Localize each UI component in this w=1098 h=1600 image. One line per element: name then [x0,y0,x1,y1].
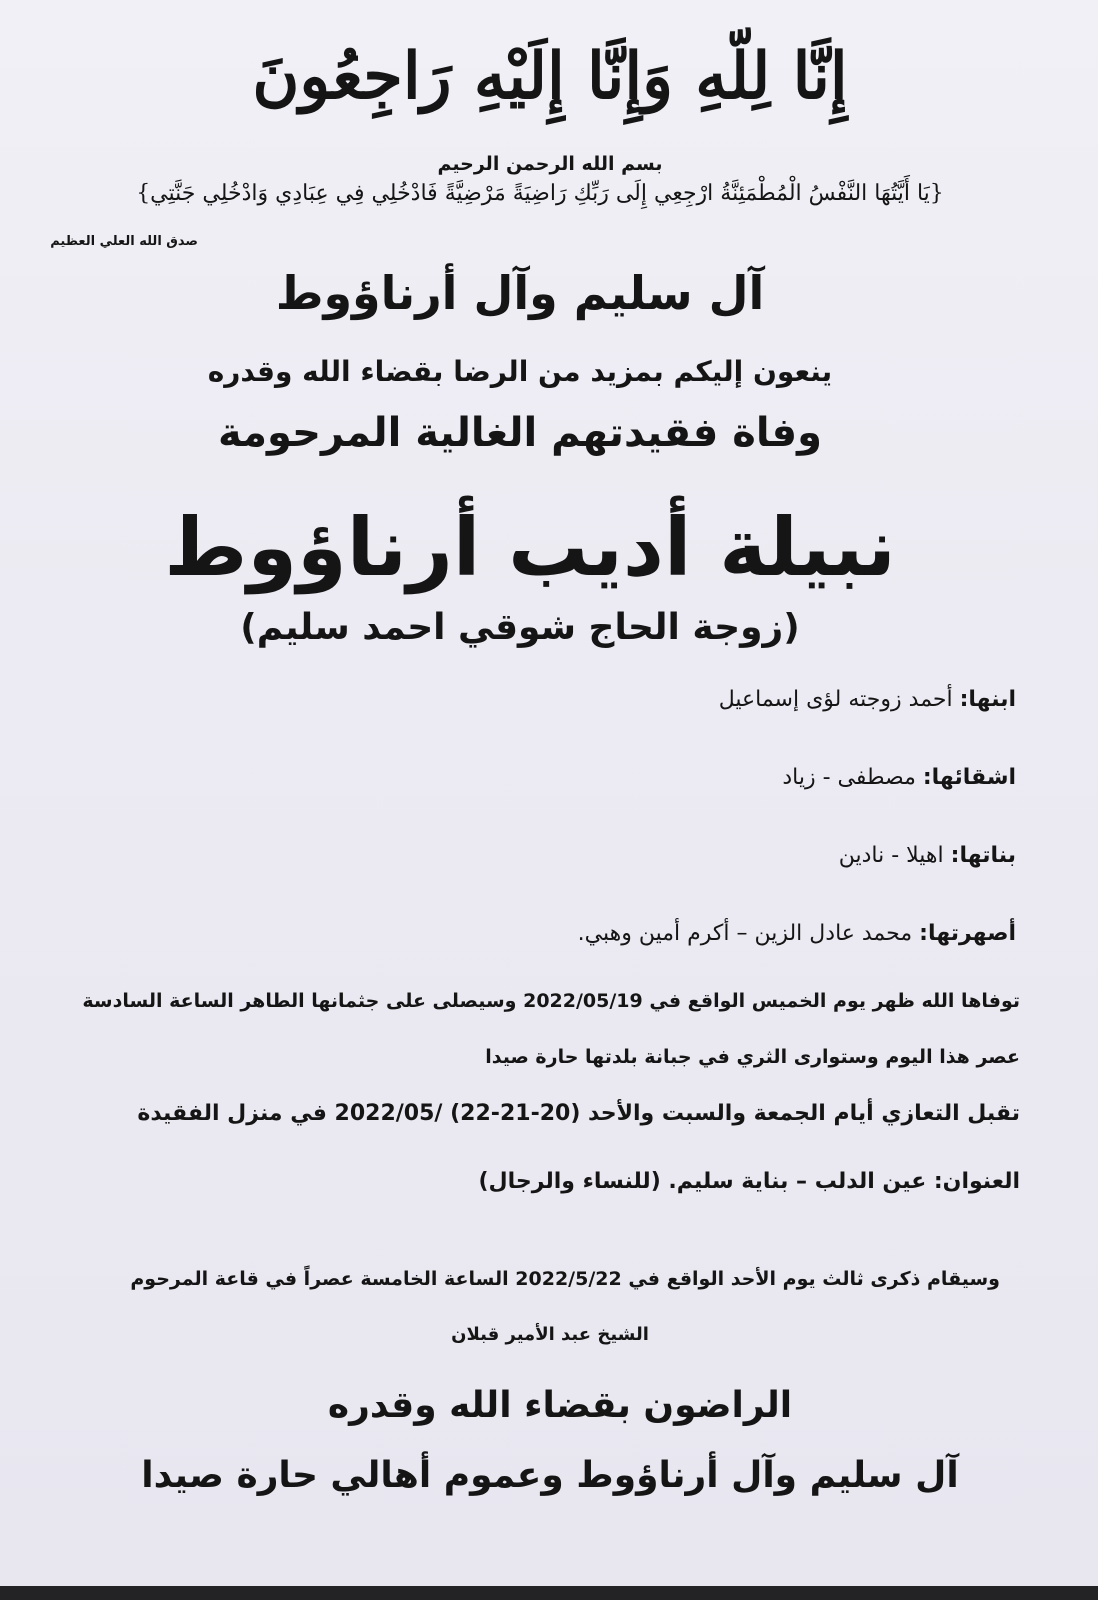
announcement-intro: ينعون إليكم بمزيد من الرضا بقضاء الله وقدره [207,355,833,388]
deceased-name: نبيلة أديب أرناؤوط [164,501,896,594]
basmala: بسم الله الرحمن الرحيم [437,153,663,175]
sadaq-line: صدق الله العلي العظيم [50,234,198,249]
inlaws-label: أصهرتها: [919,921,1016,946]
quran-verse: {يَا أَيَّتُهَا النَّفْسُ الْمُطْمَئِنَّةُ ارْجِعِي إِلَى رَبِّكِ رَاضِيَةً مَرْضِيَّةً فَادْخُلِي فِي عِبَادِي وَادْخُلِي جَنَّتِي} [136,181,944,206]
family-names-heading: آل سليم وآل أرناؤوط [275,266,765,320]
brothers-value: مصطفى - زياد [782,765,923,790]
son-value: أحمد زوجته لؤى إسماعيل [718,687,960,712]
relative-daughters [839,838,1016,874]
memorial-line-1: وسيقام ذكرى ثالث يوم الأحد الواقع في 2022/5/22 الساعة الخامسة عصراً في قاعة المرحوم [130,1268,1000,1290]
death-announcement: وفاة فقيدتهم الغالية المرحومة [218,410,822,456]
photo-bottom-edge [0,1586,1098,1600]
quran-title: إِنَّا لِلّهِ وَإِنَّا إِلَيْهِ رَاجِعُونَ [252,39,848,114]
death-details-line-2: عصر هذا اليوم وستوارى الثري في جبانة بلدتها حارة صيدا [485,1046,1020,1068]
daughters-value: اهيلا - نادين [838,843,951,868]
death-details-line-1: توفاها الله ظهر يوم الخميس الواقع في 2022/05/19 وسيصلى على جثمانها الطاهر الساعة السادسة [82,990,1020,1012]
relative-son [719,682,1016,718]
closing-line-1: الراضون بقضاء الله وقدره [327,1385,793,1426]
address-line: العنوان: عين الدلب – بناية سليم. (للنساء والرجال) [478,1169,1020,1194]
relative-inlaws [578,916,1016,952]
closing-line-2: آل سليم وآل أرناؤوط وعموم أهالي حارة صيدا [141,1455,959,1496]
daughters-label: بناتها: [950,843,1016,868]
memorial-line-2: الشيخ عبد الأمير قبلان [451,1324,649,1345]
condolences-line: تقبل التعازي أيام الجمعة والسبت والأحد (20-21-22) /2022/05 في منزل الفقيدة [137,1101,1020,1126]
relative-brothers [782,760,1016,796]
spouse-line: (زوجة الحاج شوقي احمد سليم) [240,607,800,648]
inlaws-value: محمد عادل الزين – أكرم أمين وهبي. [577,921,920,946]
brothers-label: اشقائها: [922,765,1016,790]
son-label: ابنها: [959,687,1016,712]
